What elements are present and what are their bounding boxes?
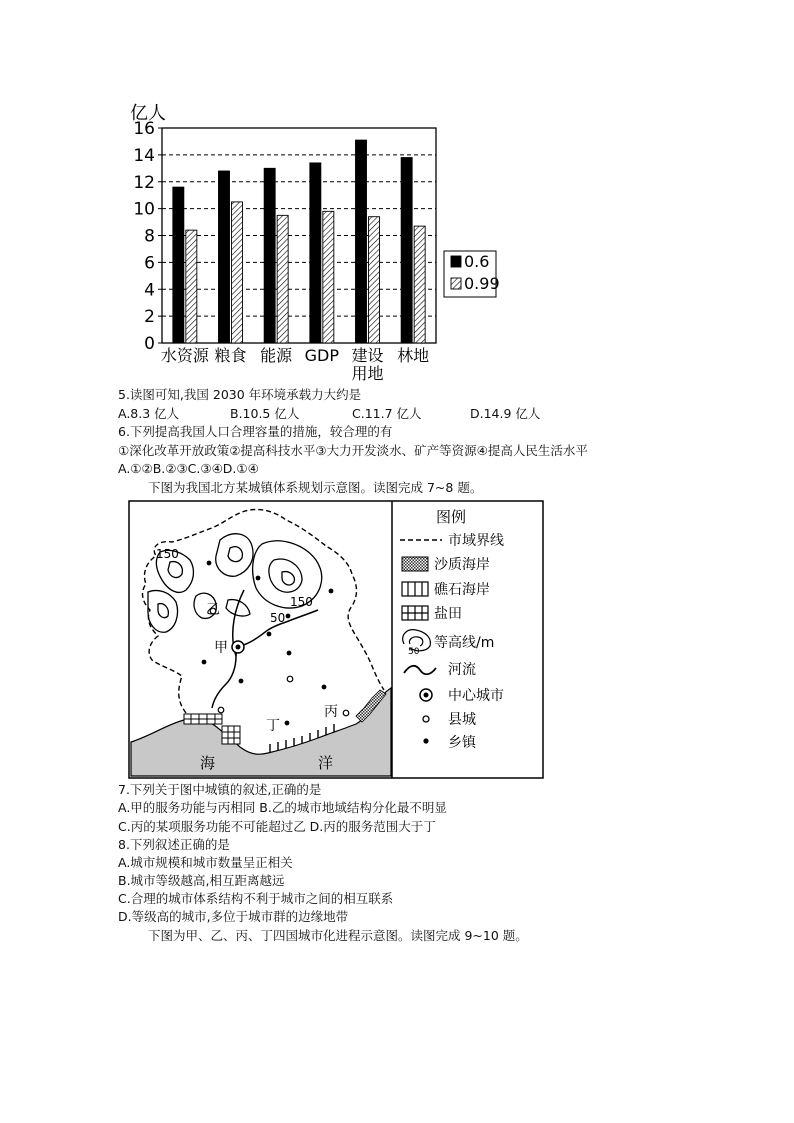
legend-sym-sandy bbox=[402, 557, 428, 571]
legend-sym-salt bbox=[402, 606, 428, 620]
x-category-label: 用地 bbox=[351, 364, 384, 383]
y-tick-label: 0 bbox=[144, 334, 155, 354]
legend-salt: 盐田 bbox=[434, 606, 462, 622]
q6-stem: 6.下列提高我国人口合理容量的措施，较合理的有 bbox=[118, 424, 393, 439]
legend-sym-county bbox=[423, 716, 429, 722]
label-yang: 洋 bbox=[318, 754, 334, 772]
y-tick-label: 8 bbox=[144, 226, 155, 247]
q5-option-c: C.11.7 亿人 bbox=[352, 406, 422, 421]
y-tick-label: 4 bbox=[144, 280, 155, 301]
contour-label-150-right: 150 bbox=[290, 595, 313, 609]
q6-options: A.①②B.②③C.③④D.①④ bbox=[118, 461, 259, 476]
label-ding: 丁 bbox=[266, 718, 280, 734]
legend-sym-reef bbox=[402, 582, 428, 596]
x-category-label: 水资源 bbox=[160, 346, 209, 365]
label-bing: 丙 bbox=[324, 704, 338, 720]
legend-county: 县城 bbox=[448, 712, 476, 728]
q5-option-a: A.8.3 亿人 bbox=[118, 406, 180, 421]
legend-sym-township bbox=[423, 738, 428, 743]
q5-option-b: B.10.5 亿人 bbox=[230, 406, 300, 421]
contour-label-50: 50 bbox=[270, 611, 286, 625]
legend-boundary: 市域界线 bbox=[448, 533, 504, 549]
central-city-jia bbox=[232, 641, 244, 653]
contour-label-150-left: 150 bbox=[156, 547, 179, 561]
next-intro: 下图为甲、乙、丙、丁四国城市化进程示意图。读图完成 9~10 题。 bbox=[148, 928, 528, 943]
y-tick-label: 14 bbox=[133, 145, 155, 166]
label-yi: 乙 bbox=[206, 602, 220, 618]
y-tick-label: 10 bbox=[133, 199, 155, 220]
q8-stem: 8.下列叙述正确的是 bbox=[118, 837, 230, 852]
x-category-label: 林地 bbox=[397, 346, 430, 365]
q5-stem: 5.读图可知,我国 2030 年环境承载力大约是 bbox=[118, 387, 362, 402]
legend-central-city: 中心城市 bbox=[448, 688, 504, 704]
q5-option-d: D.14.9 亿人 bbox=[470, 406, 541, 421]
legend-contour-value: 50 bbox=[408, 647, 420, 657]
x-category-label: 粮食 bbox=[214, 346, 247, 365]
q8-option-a: A.城市规模和城市数量呈正相关 bbox=[118, 855, 293, 870]
y-tick-label: 2 bbox=[144, 307, 155, 328]
q7-stem: 7.下列关于图中城镇的叙述,正确的是 bbox=[118, 782, 322, 797]
x-category-label: GDP bbox=[304, 346, 340, 365]
y-axis-label: 亿人 bbox=[130, 103, 166, 124]
y-tick-label: 16 bbox=[133, 119, 155, 139]
map-intro: 下图为我国北方某城镇体系规划示意图。读图完成 7~8 题。 bbox=[148, 480, 483, 495]
legend-label: 0.6 bbox=[464, 252, 490, 271]
q8-option-d: D.等级高的城市,多位于城市群的边缘地带 bbox=[118, 909, 349, 924]
q8-option-b: B.城市等级越高,相互距离越远 bbox=[118, 873, 285, 888]
legend-contour: 等高线/m bbox=[434, 635, 495, 651]
q8-option-c: C.合理的城市体系结构不利于城市之间的相互联系 bbox=[118, 891, 394, 906]
legend-sym-central-city bbox=[420, 689, 432, 701]
legend-sandy: 沙质海岸 bbox=[434, 557, 490, 573]
legend-township: 乡镇 bbox=[448, 735, 476, 751]
y-tick-label: 6 bbox=[144, 253, 155, 274]
legend-label: 0.99 bbox=[464, 274, 500, 293]
q6-items: ①深化改革开放政策②提高科技水平③大力开发淡水、矿产等资源④提高人民生活水平 bbox=[118, 443, 588, 458]
y-tick-label: 12 bbox=[133, 172, 155, 193]
x-category-label: 能源 bbox=[260, 346, 293, 365]
legend-title: 图例 bbox=[436, 508, 467, 526]
label-jia: 甲 bbox=[214, 640, 228, 656]
q7-options-line1: A.甲的服务功能与丙相同 B.乙的城市地域结构分化最不明显 bbox=[118, 800, 447, 815]
q7-options-line2: C.丙的某项服务功能不可能超过乙 D.丙的服务范围大于丁 bbox=[118, 819, 436, 834]
label-hai: 海 bbox=[200, 754, 216, 772]
legend-river: 河流 bbox=[448, 662, 476, 678]
x-category-label: 建设 bbox=[351, 346, 384, 365]
legend-reef: 礁石海岸 bbox=[434, 582, 490, 598]
